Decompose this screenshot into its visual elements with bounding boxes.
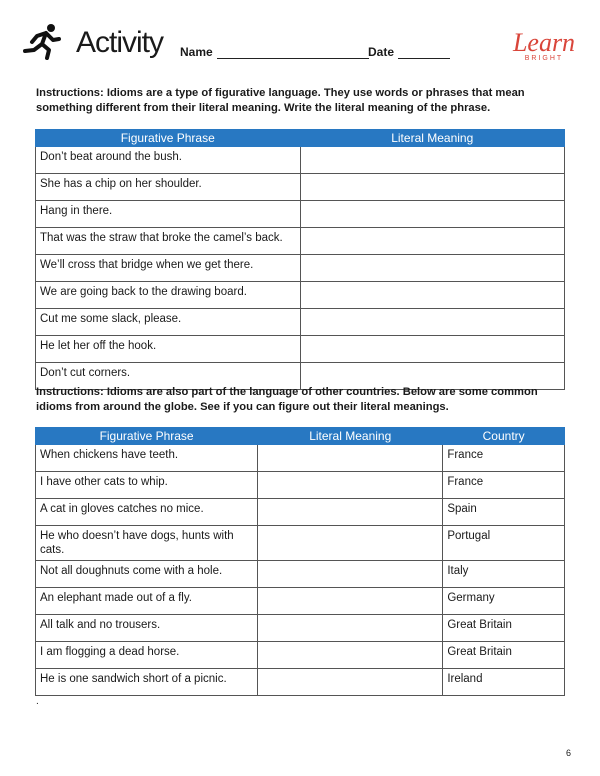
figurative-phrase-cell: An elephant made out of a fly. — [36, 588, 258, 615]
header-figurative-phrase: Figurative Phrase — [36, 130, 301, 147]
figurative-phrase-cell: Don’t cut corners. — [36, 363, 301, 390]
table-row — [36, 228, 565, 255]
country-cell: Portugal — [443, 526, 565, 561]
figurative-phrase-cell: She has a chip on her shoulder. — [36, 174, 301, 201]
table-row — [36, 642, 565, 669]
header-literal-meaning: Literal Meaning — [300, 130, 565, 147]
country-cell: Great Britain — [443, 642, 565, 669]
header-country: Country — [443, 428, 565, 445]
literal-meaning-answer-cell[interactable] — [258, 445, 443, 472]
literal-meaning-answer-cell[interactable] — [258, 642, 443, 669]
learn-bright-logo — [506, 22, 582, 68]
figurative-phrase-cell: Not all doughnuts come with a hole. — [36, 561, 258, 588]
table-row — [36, 255, 565, 282]
table-row — [36, 336, 565, 363]
country-cell: France — [443, 445, 565, 472]
idioms-table — [35, 129, 565, 390]
footer-dot: . — [36, 696, 39, 707]
literal-meaning-answer-cell[interactable] — [300, 282, 565, 309]
global-idioms-table — [35, 427, 565, 696]
running-person-icon — [22, 22, 62, 62]
date-label: Date — [368, 45, 395, 59]
literal-meaning-answer-cell[interactable] — [258, 669, 443, 696]
literal-meaning-answer-cell[interactable] — [300, 309, 565, 336]
country-cell: Ireland — [443, 669, 565, 696]
literal-meaning-answer-cell[interactable] — [300, 255, 565, 282]
table-row — [36, 309, 565, 336]
figurative-phrase-cell: I have other cats to whip. — [36, 472, 258, 499]
figurative-phrase-cell: Hang in there. — [36, 201, 301, 228]
literal-meaning-answer-cell[interactable] — [300, 147, 565, 174]
header-figurative-phrase: Figurative Phrase — [36, 428, 258, 445]
activity-title: Activity — [76, 26, 164, 59]
figurative-phrase-cell: We are going back to the drawing board. — [36, 282, 301, 309]
literal-meaning-answer-cell[interactable] — [258, 499, 443, 526]
page-header — [22, 18, 582, 68]
instructions-section-2: Instructions: Idioms are also part of the language of other countries. Below are some common idioms from around the globe. See if you can figure out their literal meanings. — [36, 386, 538, 413]
table-header-row — [36, 428, 565, 445]
logo-word: Learn — [512, 28, 576, 57]
table-row — [36, 174, 565, 201]
country-cell: Great Britain — [443, 615, 565, 642]
literal-meaning-answer-cell[interactable] — [258, 526, 443, 561]
header-literal-meaning: Literal Meaning — [258, 428, 443, 445]
date-field[interactable] — [368, 45, 450, 59]
literal-meaning-answer-cell[interactable] — [300, 336, 565, 363]
table-row — [36, 201, 565, 228]
table-row — [36, 669, 565, 696]
table-row — [36, 615, 565, 642]
figurative-phrase-cell: Don’t beat around the bush. — [36, 147, 301, 174]
figurative-phrase-cell: He is one sandwich short of a picnic. — [36, 669, 258, 696]
literal-meaning-answer-cell[interactable] — [300, 174, 565, 201]
page-number: 6 — [566, 748, 572, 758]
logo-sub: BRIGHT — [524, 55, 564, 62]
figurative-phrase-cell: We’ll cross that bridge when we get there. — [36, 255, 301, 282]
literal-meaning-answer-cell[interactable] — [300, 201, 565, 228]
country-cell: Spain — [443, 499, 565, 526]
table-row — [36, 561, 565, 588]
figurative-phrase-cell: All talk and no trousers. — [36, 615, 258, 642]
figurative-phrase-cell: He let her off the hook. — [36, 336, 301, 363]
table-row — [36, 282, 565, 309]
name-label: Name — [180, 45, 213, 59]
figurative-phrase-cell: Cut me some slack, please. — [36, 309, 301, 336]
name-field[interactable] — [180, 45, 369, 59]
table-row — [36, 445, 565, 472]
table-row — [36, 588, 565, 615]
literal-meaning-answer-cell[interactable] — [258, 472, 443, 499]
figurative-phrase-cell: When chickens have teeth. — [36, 445, 258, 472]
table-row — [36, 499, 565, 526]
name-line[interactable] — [217, 47, 369, 59]
table-row — [36, 147, 565, 174]
date-line[interactable] — [398, 47, 450, 59]
table-header-row — [36, 130, 565, 147]
table-row — [36, 526, 565, 561]
figurative-phrase-cell: I am flogging a dead horse. — [36, 642, 258, 669]
literal-meaning-answer-cell[interactable] — [300, 228, 565, 255]
country-cell: Italy — [443, 561, 565, 588]
figurative-phrase-cell: That was the straw that broke the camel’s back. — [36, 228, 301, 255]
instructions-section-1: Instructions: Idioms are a type of figurative language. They use words or phrases that mean something different from their literal meaning. Write the literal meaning of the phrase. — [36, 87, 525, 114]
country-cell: Germany — [443, 588, 565, 615]
literal-meaning-answer-cell[interactable] — [258, 588, 443, 615]
country-cell: France — [443, 472, 565, 499]
figurative-phrase-cell: A cat in gloves catches no mice. — [36, 499, 258, 526]
figurative-phrase-cell: He who doesn’t have dogs, hunts with cats. — [36, 526, 258, 561]
table-row — [36, 472, 565, 499]
literal-meaning-answer-cell[interactable] — [258, 615, 443, 642]
literal-meaning-answer-cell[interactable] — [258, 561, 443, 588]
